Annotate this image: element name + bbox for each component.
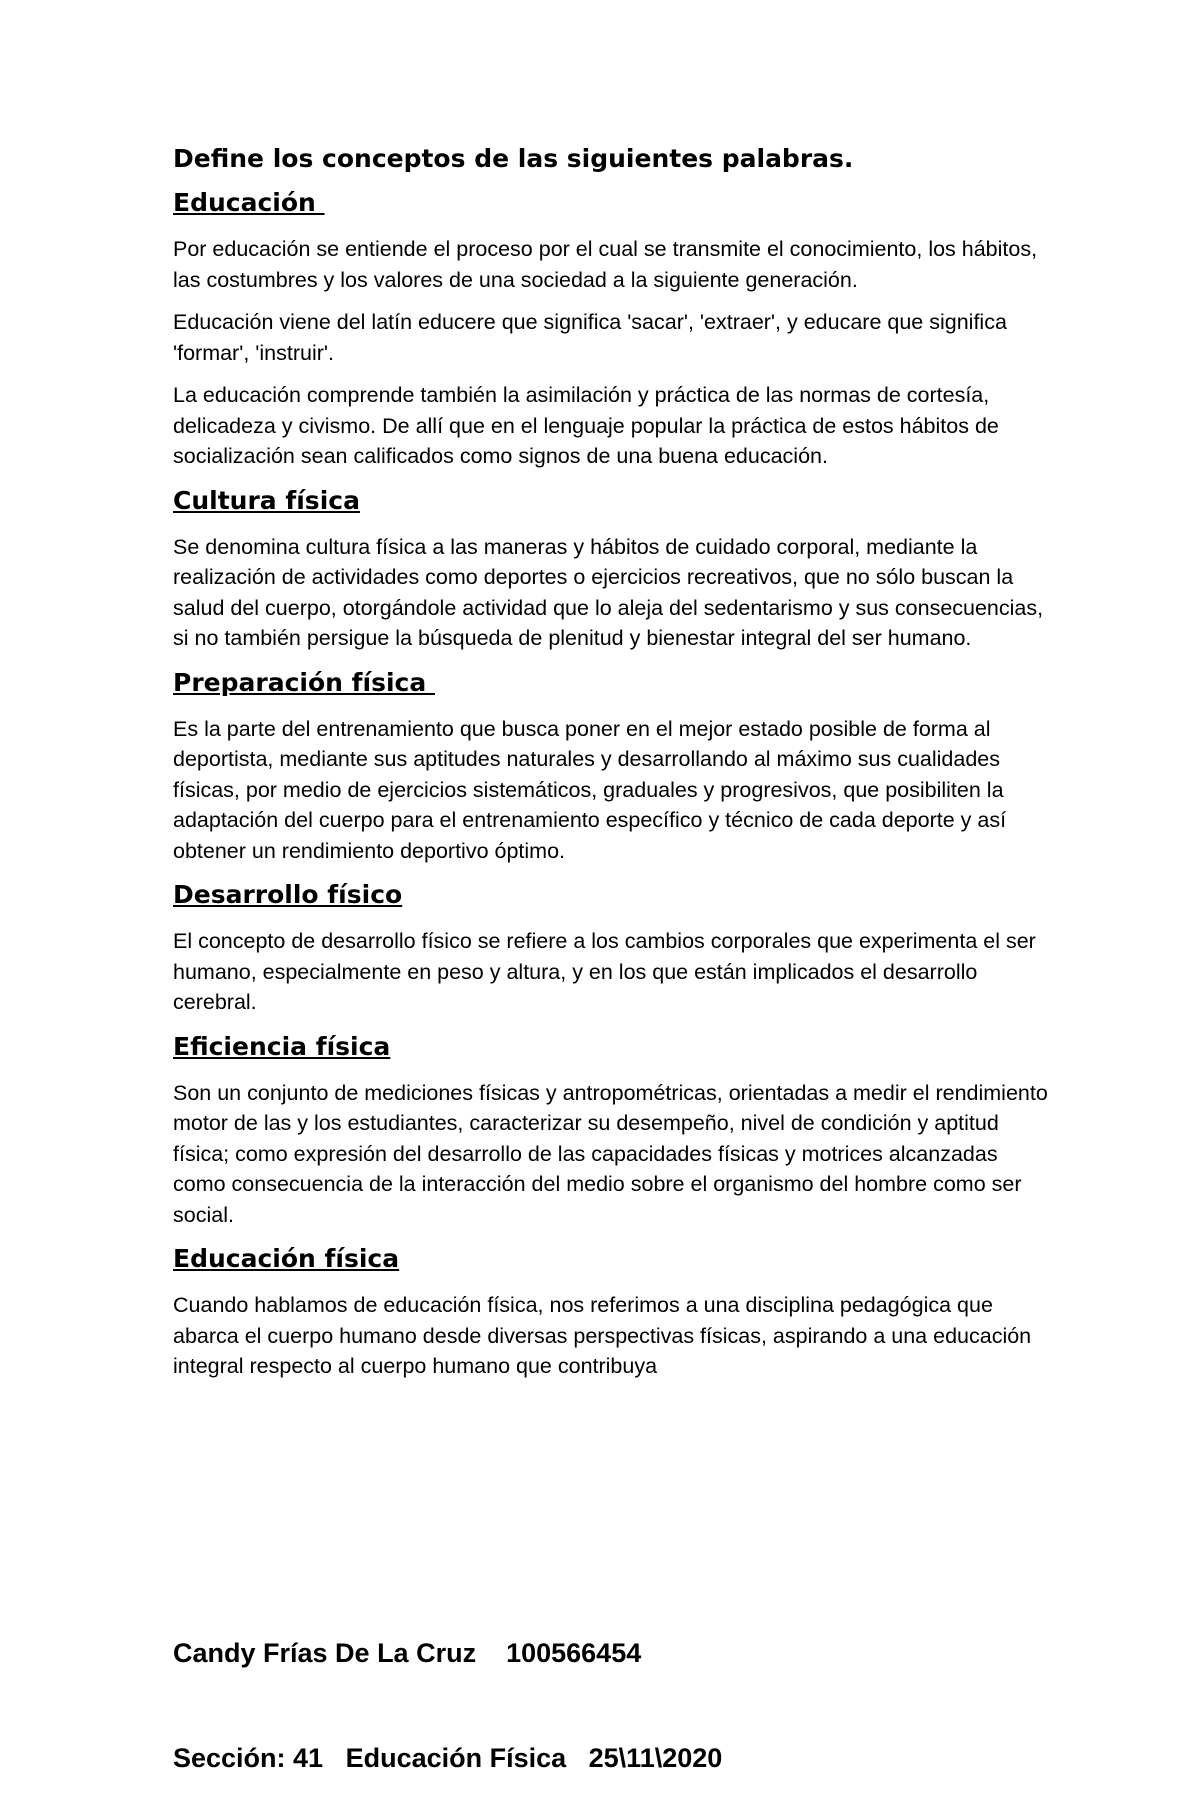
- section-heading: Cultura física: [173, 485, 360, 515]
- section-desarrollo-fisico: [173, 878, 1053, 1018]
- footer-section-line: Sección: 41 Educación Física 25\11\2020: [173, 1743, 723, 1773]
- section-heading: Educación: [173, 188, 325, 217]
- section-heading: Desarrollo físico: [173, 880, 403, 909]
- paragraph: Educación viene del latín educere que significa 'sacar', 'extraer', y educare que significa 'formar', 'instruir'.: [173, 310, 1007, 365]
- paragraph: Por educación se entiende el proceso por el cual se transmite el conocimiento, los hábitos, las costumbres y los valores de una sociedad a la siguiente generación.: [173, 237, 1038, 292]
- section-eficiencia-fisica: [173, 1030, 1053, 1231]
- document-title: Define los conceptos de las siguientes palabras.: [173, 144, 854, 173]
- document-body: [173, 142, 1053, 1394]
- paragraph: Es la parte del entrenamiento que busca poner en el mejor estado posible de forma al deportista, mediante sus aptitudes naturales y desarrollando al máximo sus cualidades físicas, por medio de ejercicios sistemáticos, graduales y progresivos, que posibiliten la adaptación del cuerpo para el entrenamiento específico y técnico de cada deporte y así obtener un rendimiento deportivo óptimo.: [173, 716, 1007, 863]
- section-heading: Eficiencia física: [173, 1031, 391, 1061]
- paragraph: Son un conjunto de mediciones físicas y antropométricas, orientadas a medir el rendimiento motor de las y los estudiantes, caracterizar su desempeño, nivel de condición y aptitud física; como expresión del desarrollo de las capacidades físicas y motrices alcanzadas como consecuencia de la interacción del medio sobre el organismo del hombre como ser social.: [173, 1080, 1048, 1227]
- section-heading: Preparación física: [173, 667, 435, 697]
- paragraph: La educación comprende también la asimilación y práctica de las normas de cortesía, delicadeza y civismo. De allí que en el lenguaje popular la práctica de estos hábitos de socialización sean calificados como signos de una buena educación.: [173, 383, 999, 468]
- paragraph: Cuando hablamos de educación física, nos referimos a una disciplina pedagógica que abarca el cuerpo humano desde diversas perspectivas físicas, aspirando a una educación integral respecto al cuerpo humano que contribuya: [173, 1293, 1032, 1378]
- section-preparacion-fisica: [173, 666, 1053, 867]
- section-heading: Educación física: [173, 1244, 400, 1273]
- document-footer: [173, 1566, 722, 1811]
- paragraph: Se denomina cultura física a las maneras y hábitos de cuidado corporal, mediante la realización de actividades como deportes o ejercicios recreativos, que no sólo buscan la salud del cuerpo, otorgándole actividad que lo aleja del sedentarismo y sus consecuencias, si no también persigue la búsqueda de plenitud y bienestar integral del ser humano.: [173, 534, 1044, 650]
- paragraph: El concepto de desarrollo físico se refiere a los cambios corporales que experimenta el ser humano, especialmente en peso y altura, y en los que están implicados el desarrollo cerebral.: [173, 929, 1036, 1014]
- section-cultura-fisica: [173, 484, 1053, 654]
- footer-author-line: Candy Frías De La Cruz 100566454: [173, 1638, 642, 1668]
- section-educacion: [173, 186, 1053, 472]
- section-educacion-fisica: [173, 1242, 1053, 1382]
